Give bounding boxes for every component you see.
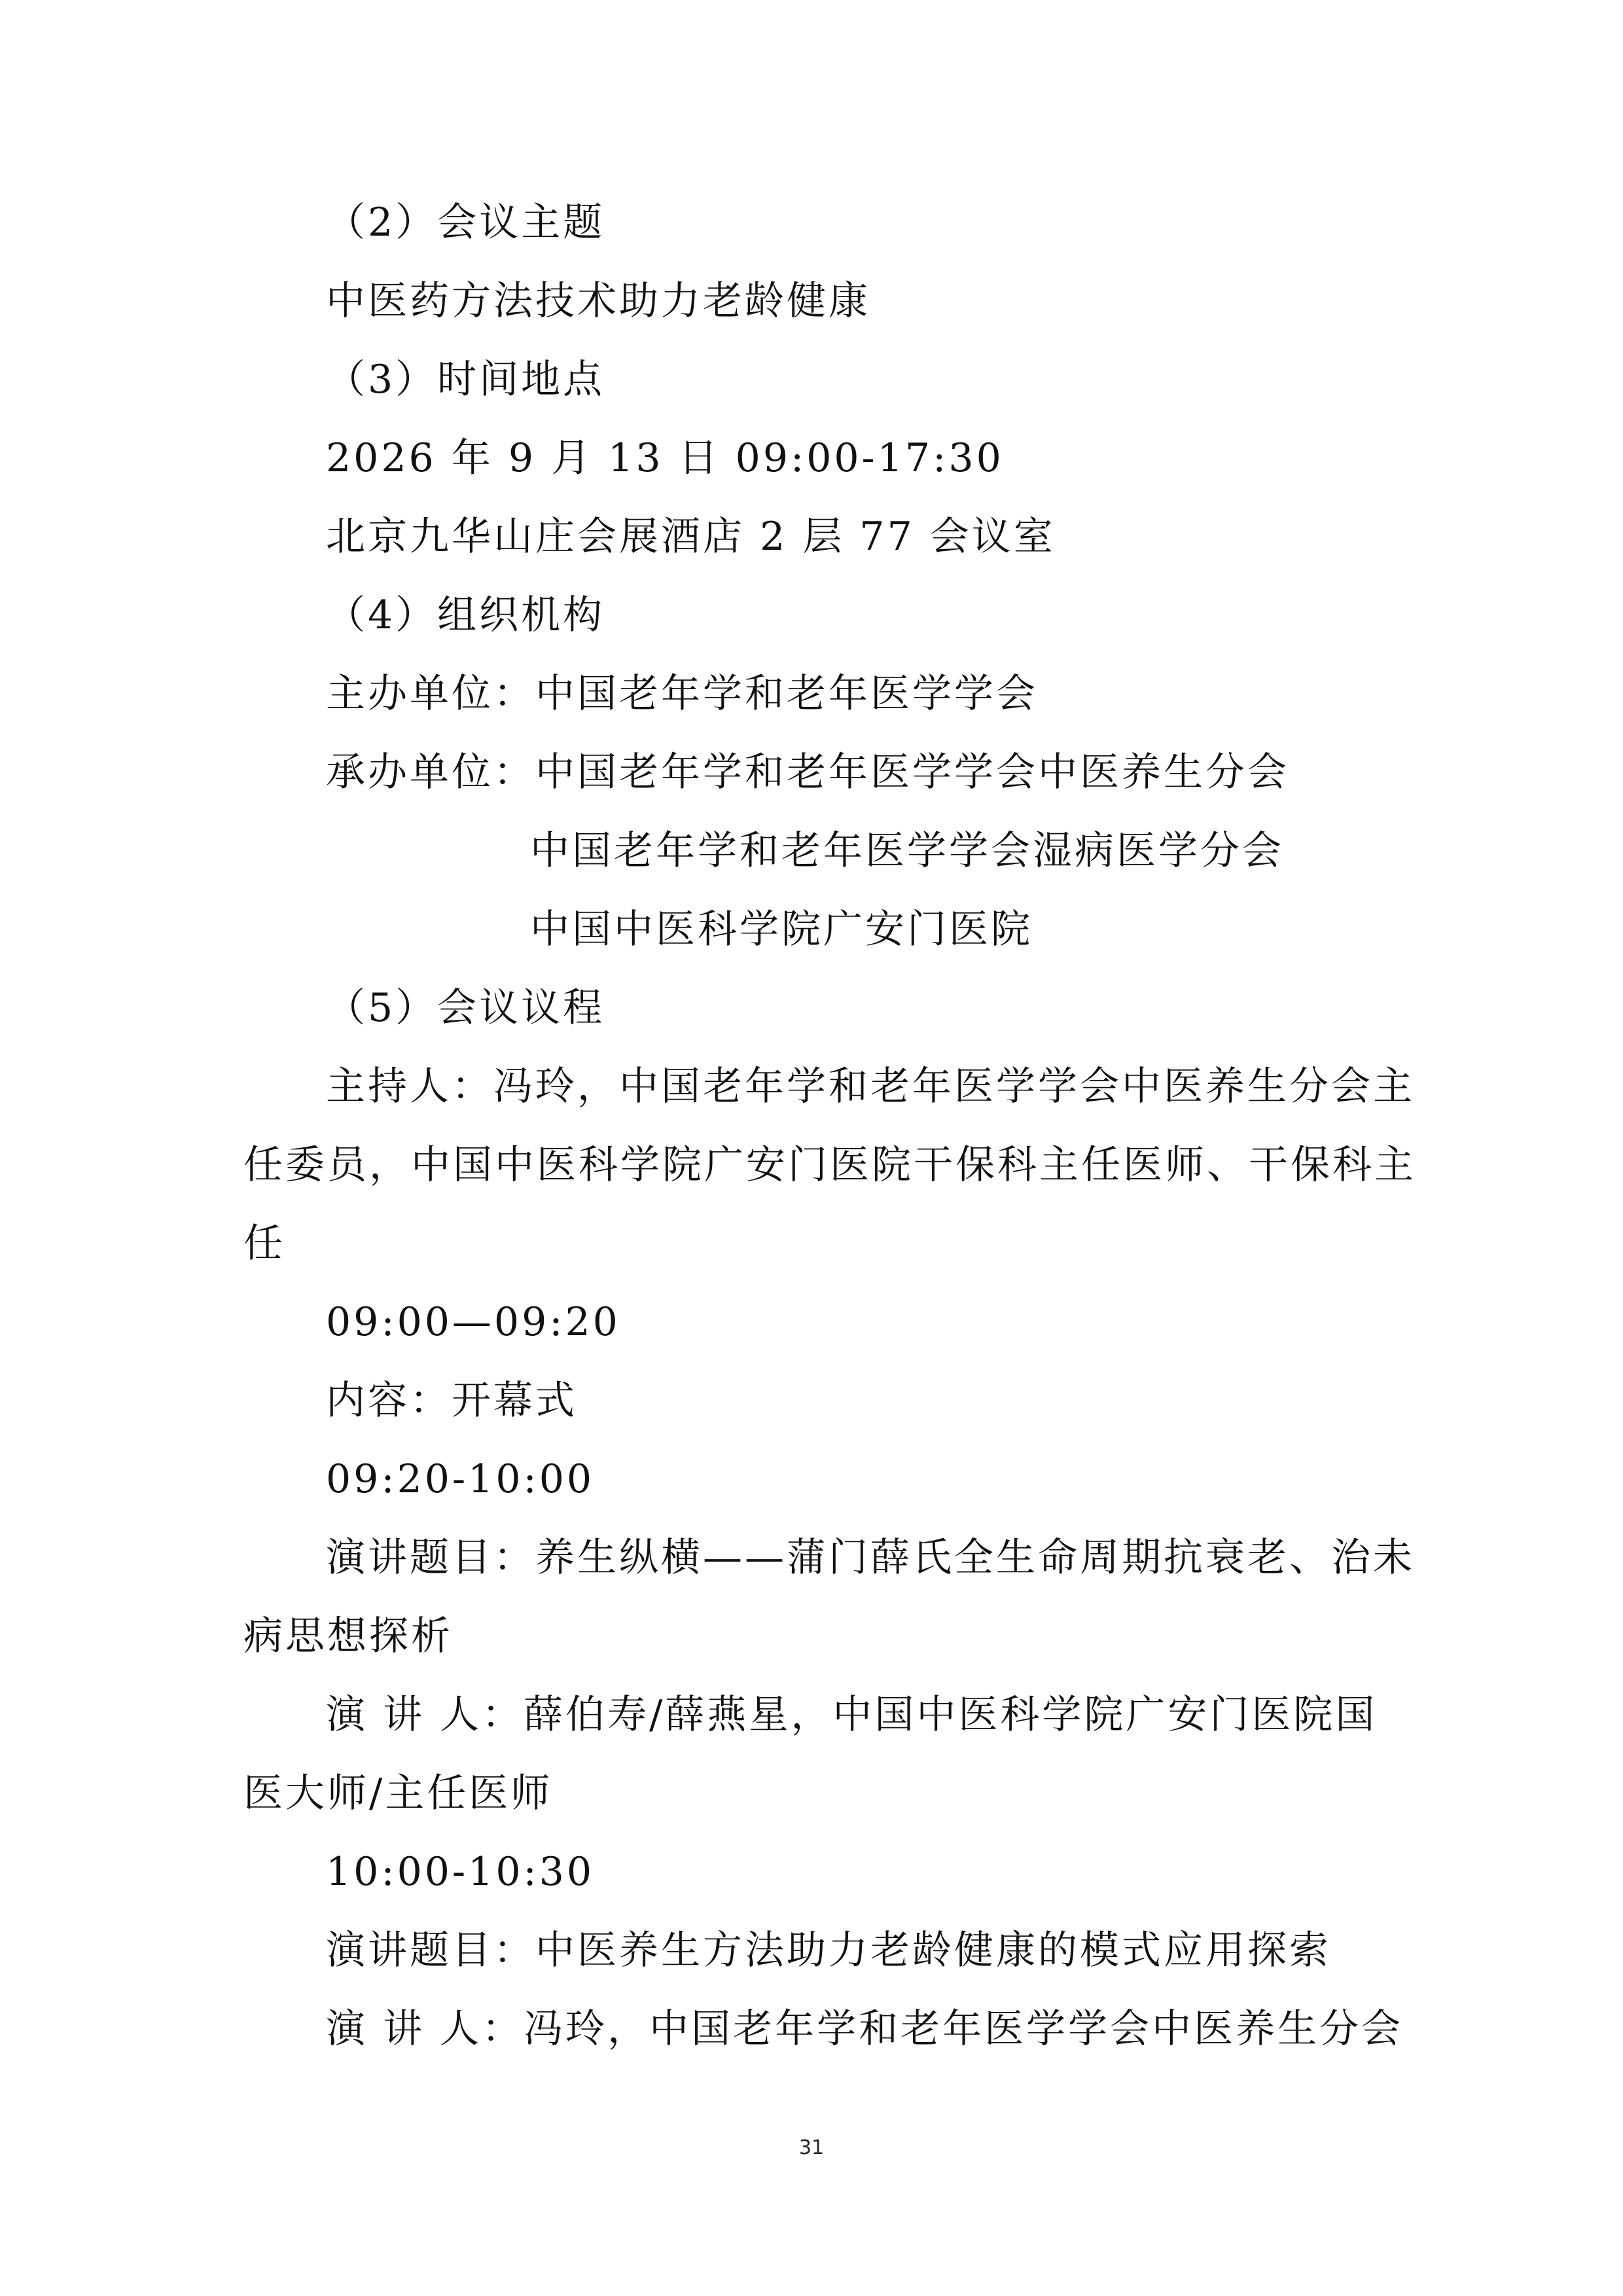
section-heading-time-place: （3）时间地点 [326, 357, 605, 403]
agenda-topic-2-line-2: 病思想探析 [243, 1613, 453, 1659]
agenda-topic-2-line-1: 演讲题目：养生纵横——蒲门薛氏全生命周期抗衰老、治未 [326, 1535, 1415, 1581]
meeting-theme-text: 中医药方法技术助力老龄健康 [326, 278, 870, 324]
moderator-line-1: 主持人：冯玲，中国老年学和老年医学学会中医养生分会主 [326, 1064, 1415, 1109]
section-heading-organizers: （4）组织机构 [326, 592, 605, 638]
agenda-speaker-2-line-1: 演 讲 人：薛伯寿/薛燕星，中国中医科学院广安门医院国 [326, 1692, 1378, 1738]
section-heading-agenda: （5）会议议程 [326, 985, 605, 1031]
co-organizer-3: 中国中医科学院广安门医院 [530, 906, 1033, 952]
section-heading-theme: （2）会议主题 [326, 200, 605, 245]
host-organization: 主办单位：中国老年学和老年医学学会 [326, 671, 1038, 717]
agenda-speaker-2-line-2: 医大师/主任医师 [243, 1770, 553, 1816]
agenda-content-1: 内容：开幕式 [326, 1378, 577, 1424]
meeting-date-time: 2026 年 9 月 13 日 09:00-17:30 [326, 435, 1004, 481]
co-organizer-1: 承办单位：中国老年学和老年医学学会中医养生分会 [326, 749, 1289, 795]
agenda-time-1: 09:00—09:20 [326, 1299, 620, 1345]
page-number: 31 [798, 2136, 825, 2159]
co-organizer-2: 中国老年学和老年医学学会湿病医学分会 [530, 828, 1284, 874]
moderator-line-2: 任委员，中国中医科学院广安门医院干保科主任医师、干保科主 [243, 1142, 1416, 1188]
agenda-time-2: 09:20-10:00 [326, 1456, 595, 1502]
moderator-line-3: 任 [243, 1221, 285, 1266]
agenda-time-3: 10:00-10:30 [326, 1849, 595, 1895]
meeting-venue: 北京九华山庄会展酒店 2 层 77 会议室 [326, 514, 1056, 560]
agenda-topic-3: 演讲题目：中医养生方法助力老龄健康的模式应用探索 [326, 1928, 1331, 1973]
agenda-speaker-3: 演 讲 人：冯玲，中国老年学和老年医学学会中医养生分会 [326, 2006, 1404, 2052]
